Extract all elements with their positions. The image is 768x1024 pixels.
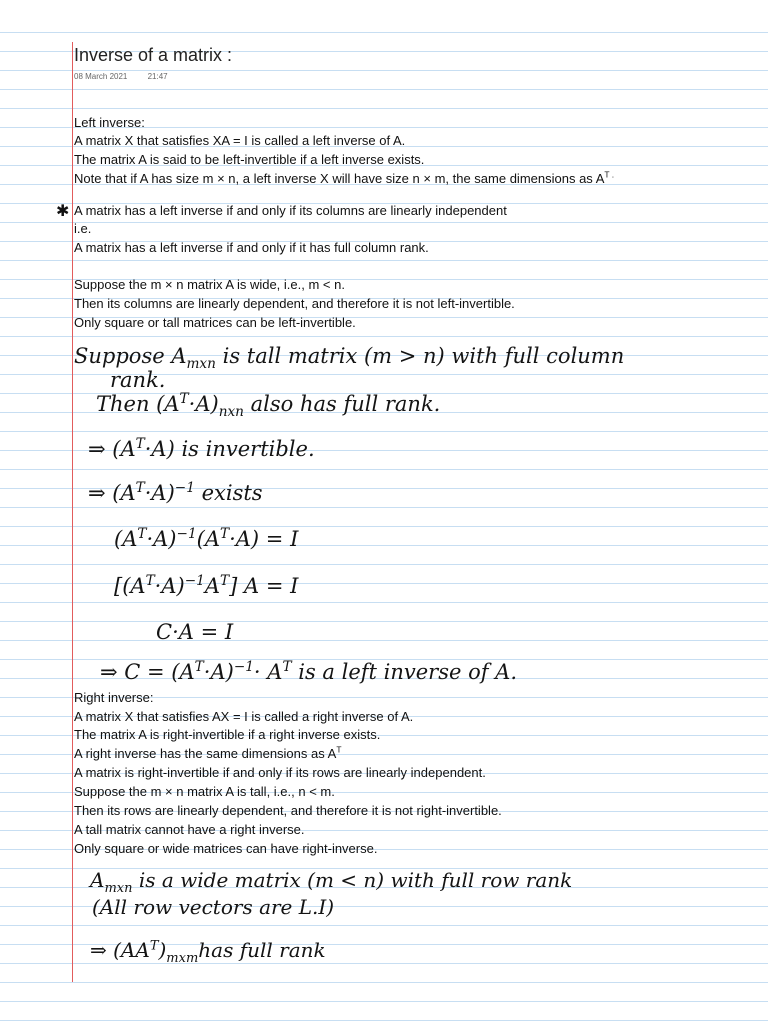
- text-line: A matrix X that satisfies AX = I is called a right inverse of A.: [74, 709, 414, 724]
- text-line: A matrix is right-invertible if and only if its rows are linearly independent.: [74, 765, 486, 780]
- transpose-superscript: T: [336, 744, 342, 755]
- text-line: A right inverse has the same dimensions as $A^T$: [74, 744, 342, 761]
- page-time: 21:47: [147, 72, 168, 81]
- handwritten-line: ⇒ $C = (A^T\cdot A)^{-1}\cdot A^T$ is a left inverse of A.: [100, 659, 518, 684]
- text-line: A matrix X that satisfies XA = I is called a left inverse of A.: [74, 133, 406, 148]
- text-line: Then its rows are linearly dependent, and therefore it is not right-invertible.: [74, 803, 502, 818]
- text-line: Only square or tall matrices can be left-invertible.: [74, 315, 356, 330]
- text-line: A tall matrix cannot have a right inverse.: [74, 822, 305, 837]
- handwritten-line: $[(A^T\cdot A)^{-1}A^T] A = I$: [114, 573, 299, 598]
- text-line: Then its columns are linearly dependent, and therefore it is not left-invertible.: [74, 296, 515, 311]
- text-line: A matrix has a left inverse if and only if its columns are linearly independent: [74, 203, 507, 218]
- text-line: Left inverse:: [74, 115, 145, 130]
- text-line: Suppose the m × n matrix A is tall, i.e., n < m.: [74, 784, 335, 799]
- handwritten-line: (All row vectors are L.I): [92, 895, 335, 919]
- page-title: Inverse of a matrix :: [74, 45, 233, 65]
- text-line: The matrix A is right-invertible if a right inverse exists.: [74, 727, 381, 742]
- margin-line: [72, 42, 73, 982]
- handwritten-line: $(A^T\cdot A)^{-1}(A^T\cdot A) = I$: [114, 526, 299, 551]
- text-line: Only square or wide matrices can have right-inverse.: [74, 841, 378, 856]
- page-timestamp: [74, 72, 186, 81]
- text-line: Suppose the m × n matrix A is wide, i.e., m < n.: [74, 277, 345, 292]
- text-line: i.e.: [74, 221, 92, 236]
- handwritten-line: ⇒ $(AA^T)_{mxm}has$ full rank: [90, 938, 326, 966]
- text-line: Right inverse:: [74, 690, 154, 705]
- handwritten-line: Suppose $A_{mxn}$ is tall matrix (m > n) with full column: [74, 344, 625, 373]
- transpose-superscript: T .: [604, 169, 615, 180]
- text-line: Note that if A has size m × n, a left inverse X will have size n × m, the same dimensions as $A^{T .}$: [74, 169, 615, 186]
- text-line: A matrix has a left inverse if and only if it has full column rank.: [74, 240, 429, 255]
- star-mark: ✱: [56, 203, 70, 220]
- handwritten-line: $A_{mxn}$ is a wide matrix (m < n) with full row rank: [90, 868, 573, 896]
- handwritten-line: ⇒ $(A^T\cdot A)^{-1}$ exists: [88, 480, 263, 505]
- handwritten-line: Then $(A^T\cdot A)_{nxn}$ also has full rank.: [96, 391, 441, 421]
- handwritten-line: C·A = I: [156, 620, 234, 644]
- page-date: 08 March 2021: [74, 72, 128, 81]
- handwritten-line: rank.: [110, 368, 166, 392]
- text-line: The matrix A is said to be left-invertible if a left inverse exists.: [74, 152, 425, 167]
- handwritten-line: ⇒ $(A^T\cdot A)$ is invertible.: [88, 436, 315, 461]
